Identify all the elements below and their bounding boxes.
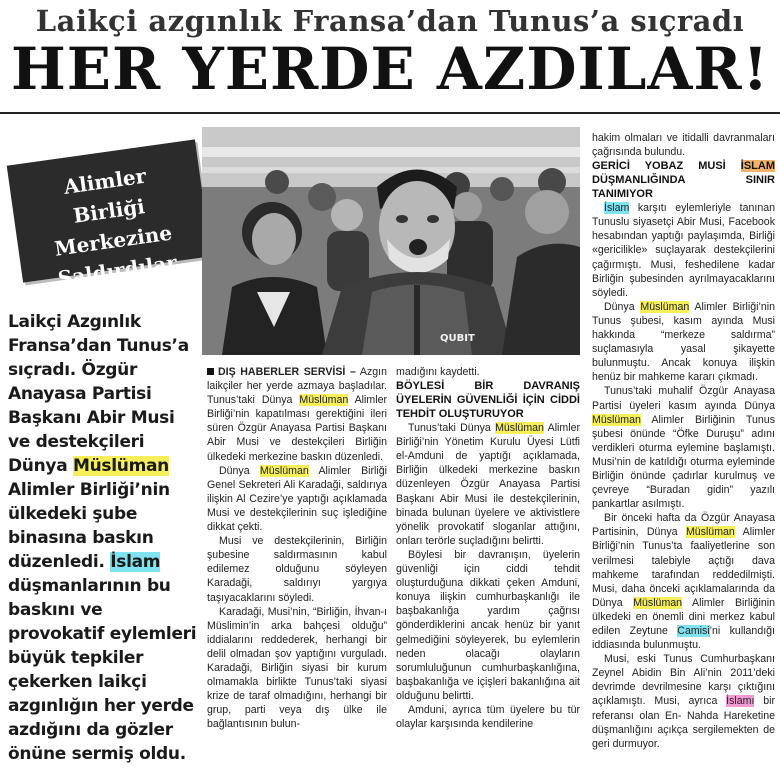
paragraph	[207, 464, 387, 534]
text: Tunus’taki muhalif Özgür Anayasa Partisi üyeleri kasım ayında Dünya	[592, 385, 775, 412]
highlight-term: Camisi	[677, 625, 710, 637]
highlight-term: Müslüman	[73, 456, 169, 476]
subheading	[592, 159, 775, 201]
text: Bir önceki hafta da Özgür Anayasa Partisinin, Dünya	[592, 512, 775, 539]
news-photo	[202, 127, 580, 355]
text: Azgın laikçiler her yerde azmaya başladılar. Tunus’taki Dünya	[207, 366, 387, 407]
paragraph	[207, 365, 387, 464]
text: Alimler Birliği’nin kapatılması gerektiğini ileri süren Özgür Anayasa Partisi Başkanı Abir Musi ve destekçileri Birliğin ülkedeki merkezine baskın düzenledi.	[207, 394, 387, 463]
jacket-label: QUBIT	[440, 333, 475, 344]
highlight-term: Müslüman	[259, 464, 309, 477]
highlight-term: Müslüman	[685, 526, 735, 539]
text: ’ni kullandığı iddiasında bulunmuştu.	[592, 625, 775, 652]
text: bir referansı olan En- Nahda Hareketine düşmanlığını açıkça sergilemekten de geri durmuyor.	[592, 695, 776, 750]
article-column-3	[592, 131, 775, 751]
text: Dünya	[604, 300, 641, 313]
highlight-term: Müslüman	[640, 300, 690, 313]
highlight-term: Müslüman	[495, 422, 544, 435]
text: Alimler Birliği’nin Tunus’ta faaliyetlerine son verilmesi talebiyle açtığı dava mahkeme tarafından reddedilmişti. Musi, daha önceki açıklamalarında da Dünya	[592, 526, 775, 609]
lead-paragraph	[8, 310, 198, 766]
highlight-term: Müslüman	[633, 596, 683, 609]
highlight-term: İslamı	[726, 695, 755, 708]
text: Alimler Birliği Genel Sekreteri Ali Karadaği, saldırıya ilişkin Al Cezire’ye yaptığı açıklamada Musi ve destekçilerinin suç işlediğine dikkat çekti.	[207, 464, 387, 534]
stamp-box	[7, 139, 212, 291]
paragraph: Musi ve destekçilerinin, Birliğin şubesine saldırmasının kabul edilemez olduğunu söyleyen Karadaği, saldırıyı yargıya taşıyacaklarını söyledi.	[207, 535, 387, 604]
text: DÜŞMANLIĞINDA SINIR TANIMIYOR	[592, 174, 775, 201]
lead-text: Alimler Birliği’nin ülkedeki şube binasına baskın düzenledi.	[8, 480, 170, 572]
text: Alimler Birliğinin ülkedeki en önemli dini merkez kabul edilen Zeytune	[592, 596, 775, 637]
paragraph	[592, 384, 775, 511]
stamp-line: Birliği Merkezine	[52, 194, 174, 261]
lead-text: düşmanlarının bu baskını ve provokatif eylemleri büyük tepkiler çekerken laikçi azgınlığın her yerde azdığını da gözler önüne sermiş oldu.	[8, 576, 197, 764]
article-column-2	[396, 365, 580, 731]
paragraph: Amduni, ayrıca tüm üyelere bu tür olaylar karşısında kendilerine	[396, 703, 580, 731]
protest-scene-illustration	[202, 127, 580, 355]
stamp-line: Saldırdılar	[56, 250, 179, 291]
text: Alimler Birliği’nin Yönetim Kurulu Üyesi Lütfi el-Amduni de yaptığı açıklamada, Birliğin ülkedeki merkezine baskın düzenleyen Özgür Anayasa Partisi Başkanı Abir Musi ile destekçilerinin, binada bulunan üyelere ve aktivistlere yönelik provokatif sloganlar attığını, onları terörle suçladığını belirtti.	[396, 422, 580, 547]
text: Dünya	[219, 464, 260, 477]
byline: DIŞ HABERLER SERVİSİ –	[207, 366, 356, 378]
highlight-term: İslam	[604, 202, 630, 215]
stamp-line: Alimler	[62, 163, 148, 199]
highlight-term: Müslüman	[592, 413, 641, 426]
highlight-term: İSLAM	[740, 160, 775, 173]
subheading: BÖYLESİ BİR DAVRANIŞ ÜYELERİN GÜVENLİĞİ İÇİN CİDDİ TEHDİT OLUŞTURUYOR	[396, 380, 580, 421]
text: Alimler Birliği’nin Tunus şubesi, kasım ayında Musi hakkında “merkeze saldırma” suçlamasıyla yasal şikayette bulunmuştu. Ancak konuya ilişkin henüz bir mahkeme kararı çıkmadı.	[592, 300, 775, 384]
kicker-headline: Laikçi azgınlık Fransa’dan Tunus’a sıçradı	[35, 4, 745, 38]
text: karşıtı eylemleriyle tanınan Tunuslu siyasetçi Abir Musi, Facebook hesabından yaptığı paylaşımda, Birliği «gericilikle» suçlayarak destekçilerini çağırmıştı. Musi, feshedilene kadar Birliğin şubesinden ayrılmayacaklarını söyledi.	[592, 202, 775, 299]
paragraph	[592, 300, 775, 385]
lead-text: Laikçi Azgınlık Fransa’dan Tunus’a sıçradı. Özgür Anayasa Partisi Başkanı Abir Musi ve destekçileri Dünya	[8, 312, 189, 476]
text: GERİCİ YOBAZ MUSİ	[592, 160, 741, 173]
paragraph: hakim olmaları ve itidalli davranmaları çağrısında bulundu.	[592, 132, 775, 159]
stamp-text	[17, 154, 206, 297]
text: Tunus’taki Dünya	[408, 422, 496, 435]
article-column-1	[207, 365, 387, 731]
text: Musi, eski Tunus Cumhurbaşkanı Zeynel Abidin Bin Ali’nin 2011’deki devrimde devrilmesine karşı çıktığını açıklamıştı. Musi, ayrıca	[592, 653, 775, 708]
highlight-term: İslam	[110, 552, 161, 572]
paragraph	[396, 421, 580, 548]
paragraph: madığını kaydetti.	[396, 366, 480, 378]
paragraph	[592, 201, 775, 300]
highlight-term: Müslüman	[299, 394, 349, 407]
paragraph: Böylesi bir davranışın, üyelerin güvenliği için ciddi tehdit oluşturduğuna dikkati çeken Amduni, konuya ilişkin cumhurbaşkanlığı ile başbakanlığa yardım çağrısı gönderdiklerini ancak henüz bir yanıt gelmediğini söyleyerek, bu eylemlerin neden olacağı olayların sorumluluğunun cumhurbaşkanlığına, başbakanlığa ve içişleri bakanlığına ait olduğunu belirtti.	[396, 548, 580, 702]
paragraph	[592, 511, 775, 652]
paragraph	[592, 652, 775, 751]
paragraph: Karadaği, Musi’nin, “Birliğin, İhvan-ı Müslimin’in arka bahçesi olduğu” iddialarını reddederek, herhangi bir delil olmadan şov yaptığını vurguladı. Karadaği, Birliğin siyasi bir kurum olmamakla birlikte Tunus’taki siyasi krize de taraf olmadığını, herhangi bir grup, parti veya dış ülke ile bağlantısının bulun-	[207, 605, 387, 731]
main-headline: HER YERDE AZDILAR!	[10, 35, 770, 103]
header-divider	[0, 112, 780, 114]
text: Alimler Birliğinin Tunus şubesi önünde “Öfke Duruşu” adını verdikleri oturma eylemine başlamıştı. Musi’nin de katıldığı oturma eyleminde Birliğin önünde çadırlar kurulmuş ve çevreye “Buradan gidin” yazılı pankartlar asılmıştı.	[592, 413, 775, 511]
